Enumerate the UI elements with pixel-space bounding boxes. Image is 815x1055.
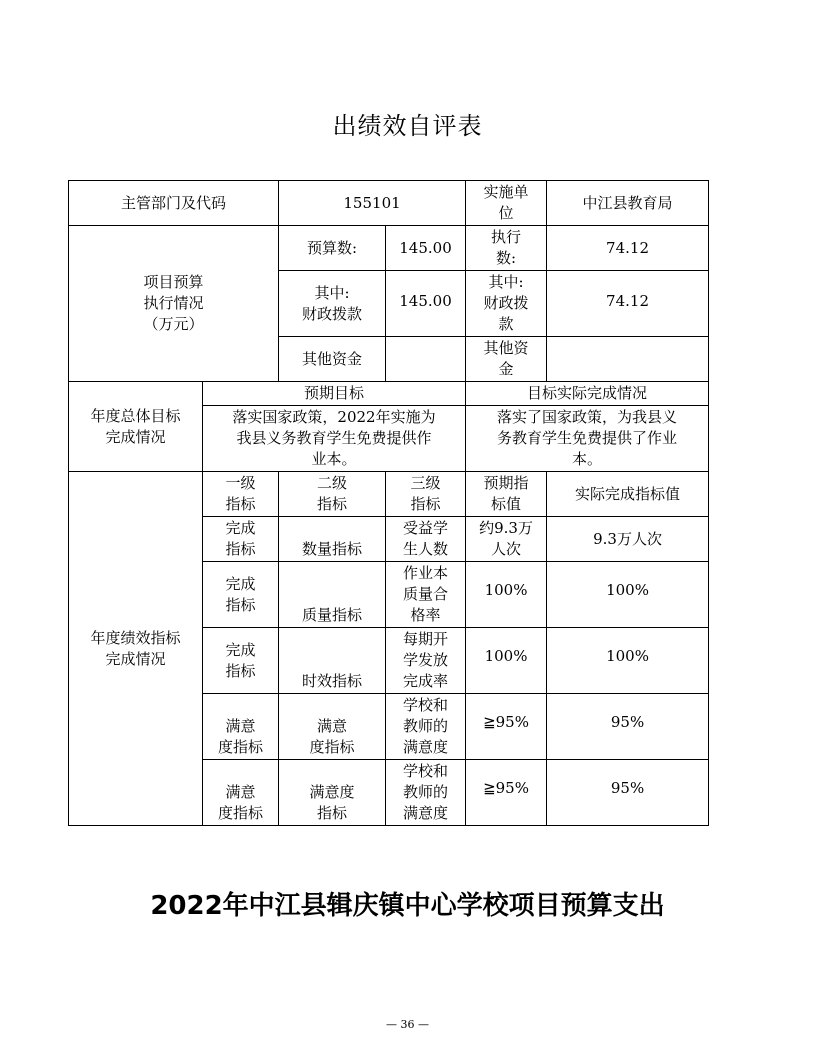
- level2-indicator: 数量指标: [279, 517, 386, 562]
- level1-indicator: 满意 度指标: [203, 760, 279, 826]
- actual-value: 95%: [547, 694, 709, 760]
- exec-value: 74.12: [547, 226, 709, 271]
- budget-value: 145.00: [386, 271, 466, 337]
- level1-indicator: 完成 指标: [203, 562, 279, 628]
- indicator-header: 实际完成指标值: [547, 472, 709, 517]
- exec-label: 执行 数:: [466, 226, 547, 271]
- expected-value: ≧95%: [466, 760, 547, 826]
- exec-label: 其中: 财政拨 款: [466, 271, 547, 337]
- budget-value: [386, 337, 466, 382]
- budget-row: [69, 226, 709, 271]
- actual-goal-text: 落实了国家政策，为我县义 务教育学生免费提供了作业 本。: [466, 406, 709, 472]
- actual-goal-header: 目标实际完成情况: [466, 382, 709, 406]
- goal-section-label: 年度总体目标 完成情况: [69, 382, 203, 472]
- level3-indicator: 受益学 生人数: [386, 517, 466, 562]
- budget-label: 其他资金: [279, 337, 386, 382]
- section-heading: 2022年中江县辑庆镇中心学校项目预算支出: [150, 891, 665, 921]
- page-title: 出绩效自评表: [332, 112, 483, 140]
- header-row: [69, 181, 709, 226]
- page-number: — 36 —: [386, 1018, 429, 1031]
- level3-indicator: 学校和 教师的 满意度: [386, 694, 466, 760]
- indicator-section-label: 年度绩效指标 完成情况: [69, 472, 203, 826]
- expected-value: 100%: [466, 628, 547, 694]
- budget-value: 145.00: [386, 226, 466, 271]
- level3-indicator: 学校和 教师的 满意度: [386, 760, 466, 826]
- unit-value: 中江县教育局: [547, 181, 709, 226]
- indicator-header-row: [69, 472, 709, 517]
- exec-label: 其他资 金: [466, 337, 547, 382]
- expected-goal-header: 预期目标: [203, 382, 466, 406]
- indicator-header: 一级 指标: [203, 472, 279, 517]
- actual-value: 9.3万人次: [547, 517, 709, 562]
- exec-value: 74.12: [547, 271, 709, 337]
- indicator-header: 二级 指标: [279, 472, 386, 517]
- actual-value: 100%: [547, 628, 709, 694]
- budget-label: 预算数:: [279, 226, 386, 271]
- exec-value: [547, 337, 709, 382]
- expected-goal-text: 落实国家政策，2022年实施为 我县义务教育学生免费提供作 业本。: [203, 406, 466, 472]
- performance-table: [68, 180, 709, 826]
- level2-indicator: 质量指标: [279, 562, 386, 628]
- level3-indicator: 作业本 质量合 格率: [386, 562, 466, 628]
- level2-indicator: 满意 度指标: [279, 694, 386, 760]
- budget-section-label: 项目预算 执行情况 （万元）: [69, 226, 279, 382]
- level1-indicator: 完成 指标: [203, 628, 279, 694]
- indicator-header: 预期指 标值: [466, 472, 547, 517]
- actual-value: 95%: [547, 760, 709, 826]
- expected-value: 约9.3万 人次: [466, 517, 547, 562]
- goal-header-row: [69, 382, 709, 406]
- actual-value: 100%: [547, 562, 709, 628]
- level3-indicator: 每期开 学发放 完成率: [386, 628, 466, 694]
- dept-code: 155101: [279, 181, 466, 226]
- unit-label: 实施单 位: [466, 181, 547, 226]
- level2-indicator: 满意度 指标: [279, 760, 386, 826]
- level1-indicator: 完成 指标: [203, 517, 279, 562]
- expected-value: ≧95%: [466, 694, 547, 760]
- level2-indicator: 时效指标: [279, 628, 386, 694]
- dept-label: 主管部门及代码: [69, 181, 279, 226]
- level1-indicator: 满意 度指标: [203, 694, 279, 760]
- expected-value: 100%: [466, 562, 547, 628]
- indicator-header: 三级 指标: [386, 472, 466, 517]
- budget-label: 其中: 财政拨款: [279, 271, 386, 337]
